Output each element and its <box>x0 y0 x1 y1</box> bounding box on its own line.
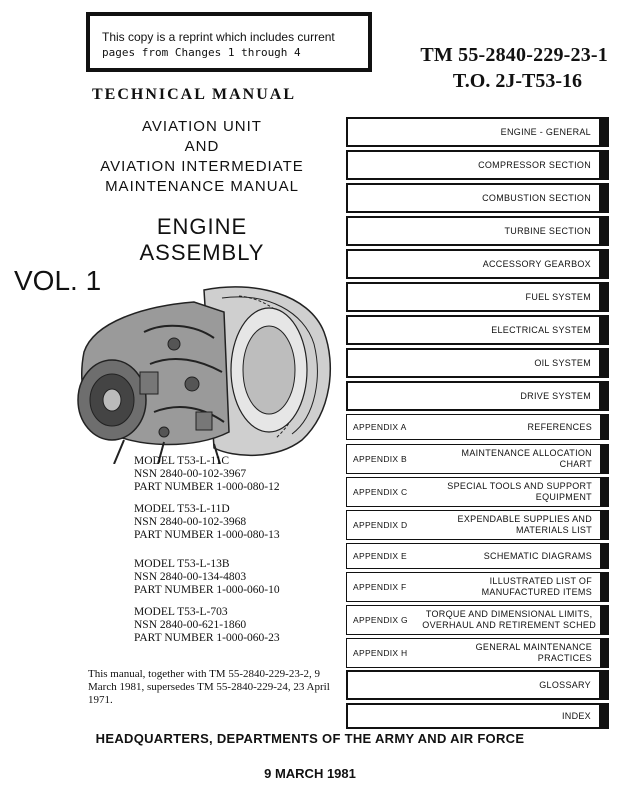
tab-label <box>422 609 596 631</box>
tab-label-line-2: MATERIALS LIST <box>515 525 592 535</box>
appendix-letter: APPENDIX F <box>353 582 407 592</box>
tab-appendix-c[interactable] <box>346 477 609 507</box>
title-line-3: AVIATION INTERMEDIATE <box>100 158 304 175</box>
tab-label-line-2: OVERHAUL AND RETIREMENT SCHED <box>422 620 596 630</box>
tab-label-line-2: EQUIPMENT <box>535 492 592 502</box>
tab-label: SCHEMATIC DIAGRAMS <box>483 550 592 561</box>
tab-label-line-2: MANUFACTURED ITEMS <box>481 587 592 597</box>
model-nsn: NSN 2840-00-102-3968 <box>134 516 247 528</box>
tab-fuel-system[interactable] <box>346 282 609 312</box>
tab-label: DRIVE SYSTEM <box>520 390 591 401</box>
tab-label: FUEL SYSTEM <box>525 291 591 302</box>
tab-label-line-2: CHART <box>559 459 592 469</box>
tab-appendix-d[interactable] <box>346 510 609 540</box>
tab-label-line-1: ILLUSTRATED LIST OF <box>489 576 592 586</box>
tab-drive-system[interactable] <box>346 381 609 411</box>
title-line-1: AVIATION UNIT <box>142 118 262 135</box>
tab-label <box>482 576 592 598</box>
appendix-letter: APPENDIX C <box>353 487 408 497</box>
appendix-letter: APPENDIX G <box>353 615 408 625</box>
model-name: MODEL T53-L-11C <box>134 455 230 467</box>
tab-label: INDEX <box>561 710 591 721</box>
tab-label <box>462 448 592 470</box>
tab-label-line-1: GENERAL MAINTENANCE <box>475 642 592 652</box>
tab-label: REFERENCES <box>527 421 592 432</box>
tab-label: TURBINE SECTION <box>504 225 591 236</box>
engine-illustration <box>54 272 346 464</box>
headquarters-line: HEADQUARTERS, DEPARTMENTS OF THE ARMY AND AIR FORCE <box>95 731 525 746</box>
tab-label-line-2: PRACTICES <box>537 653 592 663</box>
appendix-letter: APPENDIX E <box>353 551 408 561</box>
tab-label: ACCESSORY GEARBOX <box>482 258 591 269</box>
reprint-notice-line-2: pages from Changes 1 through 4 <box>102 46 301 59</box>
tab-appendix-e[interactable] <box>346 543 609 569</box>
tm-number: TM 55-2840-229-23-1 <box>420 44 608 66</box>
tab-glossary[interactable] <box>346 670 609 700</box>
tab-turbine-section[interactable] <box>346 216 609 246</box>
tab-label <box>458 514 592 536</box>
appendix-letter: APPENDIX A <box>353 422 407 432</box>
model-part-number: PART NUMBER 1-000-060-23 <box>134 632 280 644</box>
tab-label-line-1: EXPENDABLE SUPPLIES AND <box>457 514 592 524</box>
model-block-1 <box>134 455 280 494</box>
tab-label-line-1: MAINTENANCE ALLOCATION <box>461 448 592 458</box>
tab-label: ENGINE - GENERAL <box>500 126 591 137</box>
tab-compressor-section[interactable] <box>346 150 609 180</box>
reprint-notice-text <box>102 30 364 60</box>
reprint-notice-line-1: This copy is a reprint which includes current <box>102 30 335 44</box>
model-name: MODEL T53-L-703 <box>134 606 228 618</box>
model-part-number: PART NUMBER 1-000-080-13 <box>134 529 280 541</box>
tab-label: COMPRESSOR SECTION <box>478 159 591 170</box>
supersede-note: This manual, together with TM 55-2840-229-23-2, 9 March 1981, supersedes TM 55-2840-229-24, 23 April 1971. <box>88 668 330 706</box>
model-block-3 <box>134 558 280 597</box>
tab-appendix-g[interactable] <box>346 605 609 635</box>
tab-label <box>447 481 592 503</box>
tab-label: ELECTRICAL SYSTEM <box>491 324 591 335</box>
tab-engine-general[interactable] <box>346 117 609 147</box>
tab-combustion-section[interactable] <box>346 183 609 213</box>
title-engine: ENGINE <box>156 214 248 239</box>
appendix-letter: APPENDIX B <box>353 454 408 464</box>
tab-label: COMBUSTION SECTION <box>482 192 591 203</box>
tab-oil-system[interactable] <box>346 348 609 378</box>
model-part-number: PART NUMBER 1-000-080-12 <box>134 481 280 493</box>
model-name: MODEL T53-L-13B <box>134 558 230 570</box>
publication-date: 9 MARCH 1981 <box>264 766 356 781</box>
tab-appendix-a[interactable] <box>346 414 609 440</box>
model-block-2 <box>134 503 280 542</box>
model-part-number: PART NUMBER 1-000-060-10 <box>134 584 280 596</box>
tab-appendix-h[interactable] <box>346 638 609 668</box>
model-block-4 <box>134 606 280 645</box>
tab-label: OIL SYSTEM <box>534 357 591 368</box>
tab-label <box>476 642 592 664</box>
title-line-2: AND <box>184 138 220 155</box>
volume-label: VOL. 1 <box>14 265 102 296</box>
model-nsn: NSN 2840-00-621-1860 <box>134 619 247 631</box>
technical-manual-heading: TECHNICAL MANUAL <box>92 86 297 103</box>
model-name: MODEL T53-L-11D <box>134 503 230 515</box>
tab-electrical-system[interactable] <box>346 315 609 345</box>
tab-label-line-1: SPECIAL TOOLS AND SUPPORT <box>447 481 592 491</box>
model-nsn: NSN 2840-00-134-4803 <box>134 571 247 583</box>
to-number: T.O. 2J-T53-16 <box>452 70 582 92</box>
title-line-4: MAINTENANCE MANUAL <box>105 178 299 195</box>
reprint-notice-box <box>86 12 372 72</box>
tab-index[interactable] <box>346 703 609 729</box>
tab-accessory-gearbox[interactable] <box>346 249 609 279</box>
appendix-letter: APPENDIX D <box>353 520 408 530</box>
appendix-letter: APPENDIX H <box>353 648 408 658</box>
title-assembly: ASSEMBLY <box>139 240 265 265</box>
model-nsn: NSN 2840-00-102-3967 <box>134 468 247 480</box>
tab-label-line-1: TORQUE AND DIMENSIONAL LIMITS, <box>425 609 593 619</box>
tab-appendix-b[interactable] <box>346 444 609 474</box>
tab-appendix-f[interactable] <box>346 572 609 602</box>
tab-label: GLOSSARY <box>539 679 591 690</box>
